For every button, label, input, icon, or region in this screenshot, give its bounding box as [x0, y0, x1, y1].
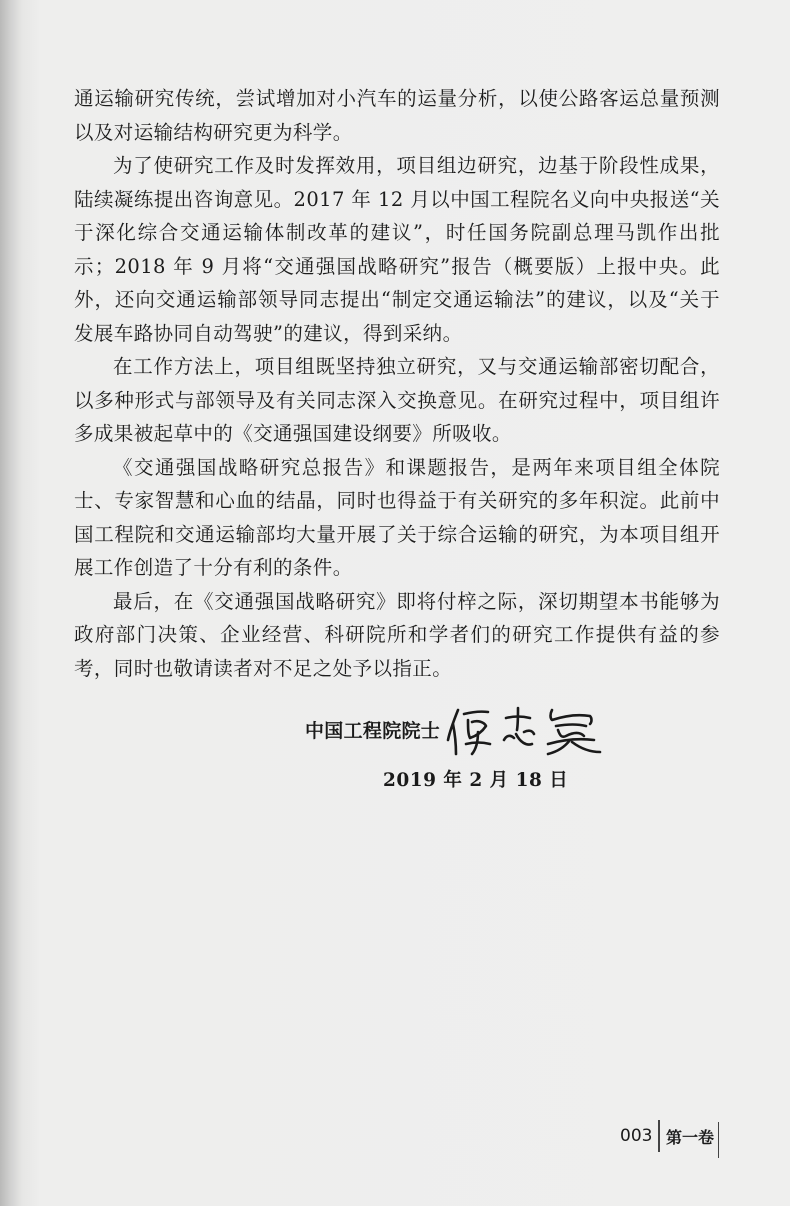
volume-label: 第一卷: [665, 1127, 714, 1147]
page-number: 003: [620, 1126, 653, 1146]
paragraph-3: 在工作方法上，项目组既坚持独立研究，又与交通运输部密切配合，以多种形式与部领导及有关同志深入交换意见。在研究过程中，项目组许多成果被起草中的《交通强国建设纲要》所吸收。: [74, 355, 720, 445]
signature-block: [305, 700, 604, 758]
signature-date: 2019 年 2 月 18 日: [383, 770, 569, 791]
paragraph-4: 《交通强国战略研究总报告》和课题报告，是两年来项目组全体院士、专家智慧和心血的结晶，同时也得益于有关研究的多年积淀。此前中国工程院和交通运输部均大量开展了关于综合运输的研究，为本项目组开展工作创造了十分有利的条件。: [74, 455, 720, 579]
paragraph-1: 通运输研究传统，尝试增加对小汽车的运量分析，以使公路客运总量预测以及对运输结构研究更为科学。: [74, 87, 720, 144]
page-footer: [620, 1120, 719, 1152]
body-text: [74, 82, 720, 685]
paragraph-5: 最后，在《交通强国战略研究》即将付梓之际，深切期望本书能够为政府部门决策、企业经营、科研院所和学者们的研究工作提供有益的参考，同时也敬请读者对不足之处予以指正。: [74, 589, 720, 680]
handwritten-signature: [444, 700, 604, 758]
paragraph-2: 为了使研究工作及时发挥效用，项目组边研究，边基于阶段性成果，陆续凝练提出咨询意见。2017 年 12 月以中国工程院名义向中央报送“关于深化综合交通运输体制改革的建议”，时任国务院副总理马凯作出批示；2018 年 9 月将“交通强国战略研究”报告（概要版）上报中央。此外，还向交通运输部领导同志提出“制定交通运输法”的建议，以及“关于发展车路协同自动驾驶”的建议，得到采纳。: [74, 154, 720, 345]
footer-divider-right: [718, 1122, 720, 1158]
signatory-title: 中国工程院院士: [305, 719, 441, 742]
